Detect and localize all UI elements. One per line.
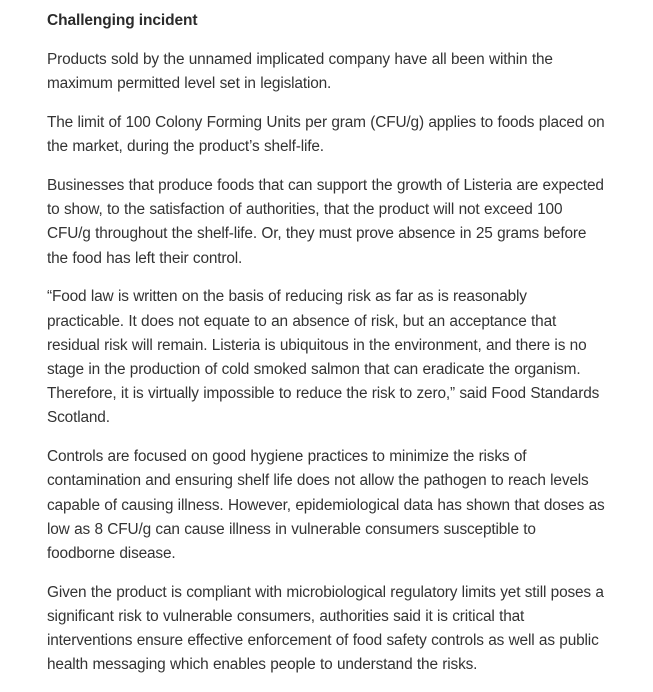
paragraph-interventions: Given the product is compliant with microbiological regulatory limits yet still poses a significant risk to vulnerable consumers, authorities said it is critical that interventions ensure effective enforcement of food safety controls as well as public health messaging which enables people to understand the risks.	[47, 583, 604, 674]
paragraph-business-requirements: Businesses that produce foods that can support the growth of Listeria are expected to show, to the satisfaction of authorities, that the product will not exceed 100 CFU/g throughout the shelf-life. Or, they must prove absence in 25 grams before the food has left their control.	[47, 177, 604, 267]
section-heading: Challenging incident	[47, 12, 198, 29]
article-body	[47, 9, 607, 692]
paragraph-cfu-limit: The limit of 100 Colony Forming Units per gram (CFU/g) applies to foods placed on the market, during the product’s shelf-life.	[47, 114, 605, 156]
paragraph-compliance: Products sold by the unnamed implicated company have all been within the maximum permitted level set in legislation.	[47, 51, 553, 93]
paragraph-fss-quote: “Food law is written on the basis of reducing risk as far as is reasonably practicable. It does not equate to an absence of risk, but an acceptance that residual risk will remain. Listeria is ubiquitous in the environment, and there is no stage in the production of cold smoked salmon that can eradicate the organism. Therefore, it is virtually impossible to reduce the risk to zero,” said Food Standards Scotland.	[47, 288, 600, 427]
paragraph-controls: Controls are focused on good hygiene practices to minimize the risks of contamination and ensuring shelf life does not allow the pathogen to reach levels capable of causing illness. However, epidemiological data has shown that doses as low as 8 CFU/g can cause illness in vulnerable consumers susceptible to foodborne disease.	[47, 448, 605, 563]
